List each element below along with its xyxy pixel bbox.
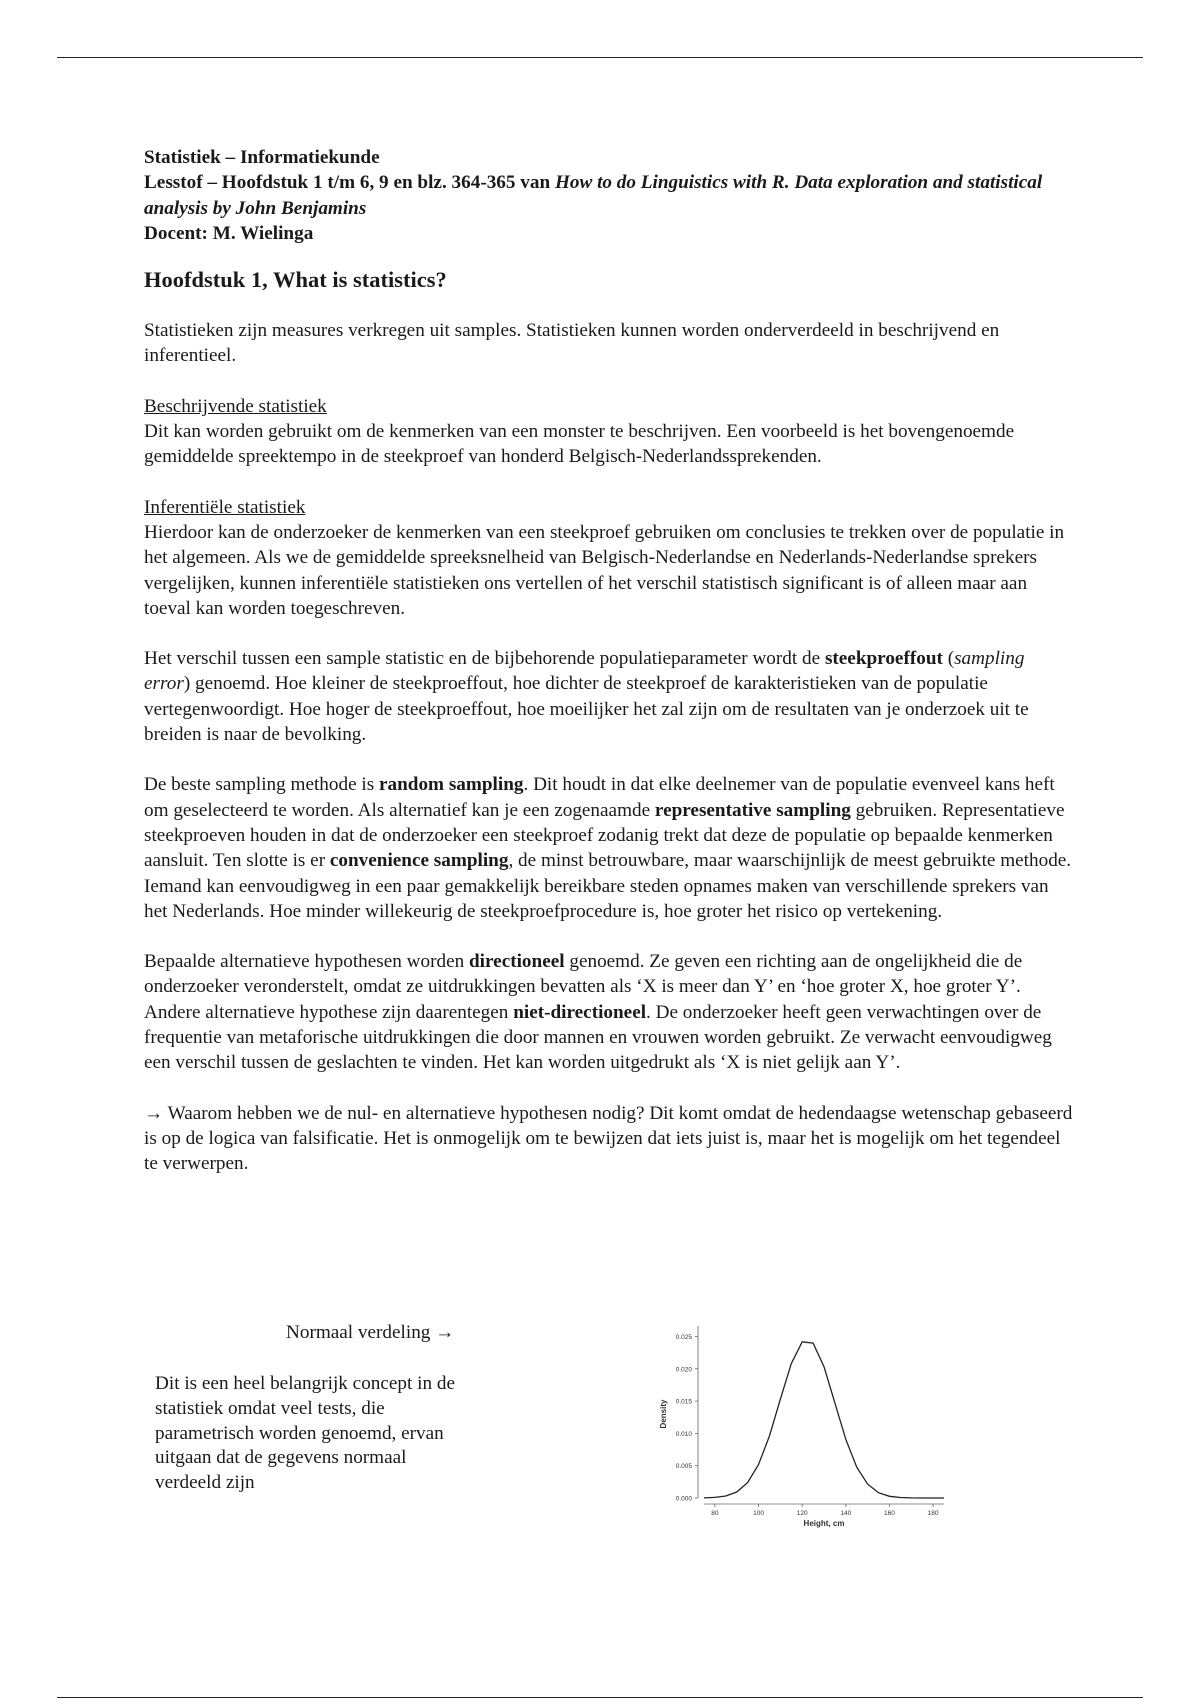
text-run: . Dit houdt in dat elke deelnemer van de populatie evenveel kans heft om geselecteerd te worden. Als alternatief kan je een zogenaamde	[144, 774, 1055, 821]
y-tick-label: 0.015	[675, 1398, 692, 1406]
falsification-paragraph: → Waarom hebben we de nul- en alternatieve hypothesen nodig? Dit komt omdat de hedendaagse wetenschap gebaseerd is op de logica van falsificatie. Het is onmogelijk om te bewijzen dat iets juist is, maar het is mogelijk om het tegendeel te verwerpen.	[144, 1102, 1073, 1175]
y-tick-label: 0.000	[675, 1495, 692, 1503]
term-directioneel: directioneel	[469, 951, 565, 973]
y-tick-label: 0.025	[675, 1333, 692, 1341]
material-prefix: Lesstof – Hoofdstuk 1 t/m 6, 9 en blz. 364-365 van	[144, 172, 555, 194]
term-niet-directioneel: niet-directioneel	[513, 1001, 647, 1023]
normal-distribution-text: Dit is een heel belangrijk concept in de statistiek omdat veel tests, die parametrisch worden genoemd, ervan uitgaan dat de gegevens normaal verdeeld zijn	[155, 1373, 455, 1494]
x-tick-label: 160	[884, 1510, 895, 1517]
text-run: genoemd. Ze geven een richting aan de ongelijkheid die de onderzoeker veronderstelt, omdat ze uitdrukkingen bevatten als ‘X is meer dan Y’ en ‘hoe groter X, hoe groter Y’. Andere alternatieve hypothese zijn daarentegen	[144, 951, 1023, 1023]
y-axis-label: Density	[659, 1399, 668, 1429]
bottom-rule	[57, 1697, 1143, 1698]
top-rule	[57, 57, 1143, 58]
document-body	[144, 145, 1074, 1202]
inferential-heading: Inferentiële statistiek	[144, 496, 306, 518]
term-random-sampling: random sampling	[379, 774, 524, 796]
sampling-methods-paragraph	[144, 772, 1074, 924]
x-tick-label: 80	[711, 1510, 719, 1517]
x-tick-label: 100	[753, 1510, 764, 1517]
descriptive-section	[144, 394, 1074, 470]
normal-distribution-label: Normaal verdeling →	[286, 1322, 455, 1343]
term-sampling-error: sampling error	[144, 648, 1025, 695]
x-tick-label: 180	[927, 1510, 939, 1517]
text-run: gebruiken. Representatieve steekproeven houden in dat de onderzoeker een steekproef zodanig trekt dat deze de populatie op bepaalde kenmerken aansluit. Ten slotte is er	[144, 799, 1065, 872]
text-run: ) genoemd. Hoe kleiner de steekproeffout, hoe dichter de steekproef de karakteristieken van de populatie vertegenwoordigt. Hoe hoger de steekproeffout, hoe moeilijker het zal zijn om de resultaten van je onderzoek uit te breiden is naar de bevolking.	[144, 673, 1029, 746]
text-run: De beste sampling methode is	[144, 774, 380, 796]
term-convenience-sampling: convenience sampling	[329, 850, 509, 872]
term-representative-sampling: representative sampling	[654, 799, 851, 821]
normal-distribution-section	[144, 1318, 1074, 1538]
inferential-section	[144, 495, 1074, 621]
y-tick-label: 0.010	[675, 1430, 692, 1438]
descriptive-heading: Beschrijvende statistiek	[144, 395, 327, 417]
y-tick-label: 0.020	[675, 1366, 692, 1374]
text-run: . De onderzoeker heeft geen verwachtingen over de frequentie van metaforische uitdrukkingen die door mannen en vrouwen worden gebruikt. Ze verwacht eenvoudigweg een verschil tussen de geslachten te vinden. Het kan worden uitgedrukt als ‘X is niet gelijk aan Y’.	[144, 1001, 1052, 1074]
text-run: , de minst betrouwbare, maar waarschijnlijk de meest gebruikte methode. Iemand kan eenvoudigweg in een paar gemakkelijk bereikbare steden opnames maken van verschillende sprekers van het Nederlands. Hoe minder willekeurig de steekproefprocedure is, hoe groter het risico op vertekening.	[144, 850, 1072, 922]
course-title: Statistiek – Informatiekunde	[144, 147, 380, 168]
y-tick-label: 0.005	[675, 1463, 692, 1471]
x-axis-label: Height, cm	[803, 1519, 845, 1528]
chart-axes	[676, 1326, 944, 1517]
intro-paragraph: Statistieken zijn measures verkregen uit samples. Statistieken kunnen worden onderverdeeld in beschrijvend en inferentieel.	[144, 320, 1000, 367]
sampling-error-paragraph	[144, 646, 1074, 747]
course-teacher: Docent: M. Wielinga	[144, 222, 314, 244]
descriptive-text: Dit kan worden gebruikt om de kenmerken van een monster te beschrijven. Een voorbeeld is het bovengenoemde gemiddelde spreektempo in de steekproef van honderd Belgisch-Nederlandssprekenden.	[144, 421, 1015, 468]
inferential-text: Hierdoor kan de onderzoeker de kenmerken van een steekproef gebruiken om conclusies te trekken over de populatie in het algemeen. Als we de gemiddelde spreeksnelheid van Belgisch-Nederlandse en Nederlands-Nederlandse sprekers vergelijken, kunnen inferentiële statistieken ons vertellen of het verschil statistisch significant is of alleen maar aan toeval kan worden toegeschreven.	[144, 521, 1065, 619]
text-run: Bepaalde alternatieve hypothesen worden	[144, 951, 469, 973]
density-curve	[704, 1342, 944, 1498]
normal-distribution-chart	[544, 1318, 964, 1538]
text-run: Het verschil tussen een sample statistic en de bijbehorende populatieparameter wordt de	[144, 648, 825, 670]
text-run: (	[942, 648, 955, 670]
hypotheses-paragraph	[144, 949, 1074, 1075]
term-steekproeffout: steekproeffout	[824, 648, 943, 670]
chapter-title: Hoofdstuk 1, What is statistics?	[144, 267, 447, 293]
x-tick-label: 140	[840, 1510, 852, 1517]
book-title: How to do Linguistics with R. Data exploration and statistical analysis by John Benjamins	[144, 172, 1043, 219]
x-tick-label: 120	[796, 1510, 808, 1517]
course-material	[144, 170, 1074, 221]
